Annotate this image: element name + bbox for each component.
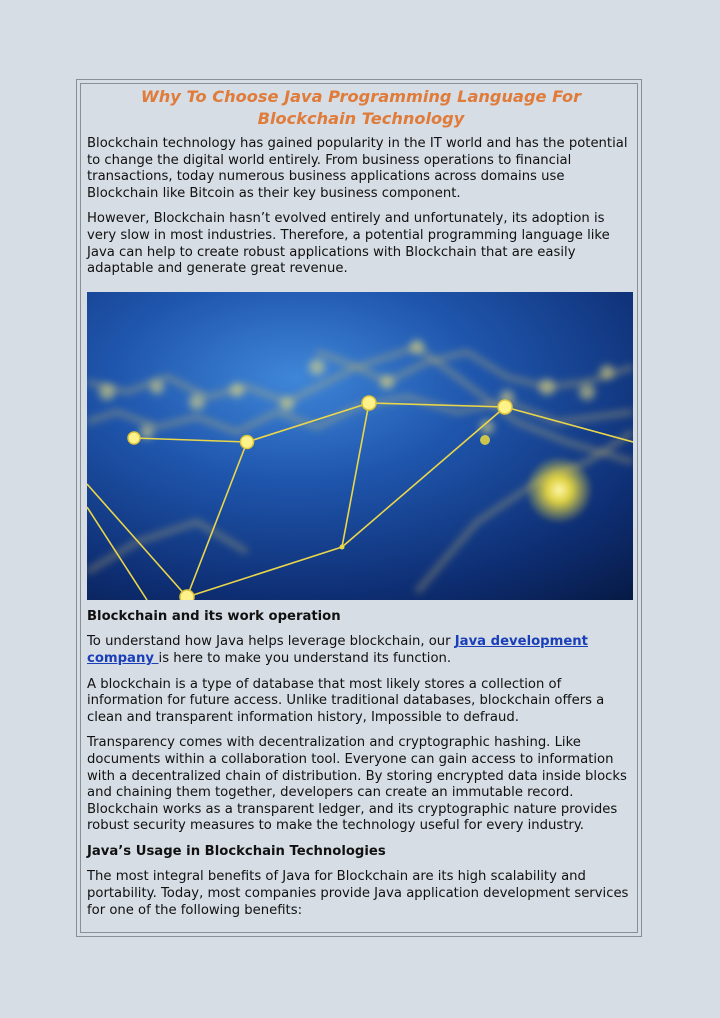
paragraph-java-company-after: is here to make you understand its function. xyxy=(158,650,452,666)
section-heading-blockchain-operation: Blockchain and its work operation xyxy=(87,608,341,624)
intro-paragraph-2: However, Blockchain hasn’t evolved entirely and unfortunately, its adoption is very slow in most industries. Therefore, a potential programming language like Java can help to create robust applications with Blockchain that are easily adaptable and generate great revenue. xyxy=(87,211,610,277)
blockchain-network-image xyxy=(87,292,633,600)
paragraph-java-company-before: To understand how Java helps leverage blockchain, our xyxy=(87,634,455,650)
title-line-1: Why To Choose Java Programming Language For xyxy=(140,87,582,106)
title-line-2: Blockchain Technology xyxy=(257,108,465,128)
paragraph-java-company xyxy=(87,634,635,667)
paragraph-blockchain-definition: A blockchain is a type of database that most likely stores a collection of information for future access. Unlike traditional databases, blockchain offers a clean and transparent information history, Impossible to defraud. xyxy=(87,676,605,725)
paragraph-java-benefits: The most integral benefits of Java for Blockchain are its high scalability and portability. Today, most companies provide Java application development services for one of the following benefits: xyxy=(87,869,629,918)
paragraph-transparency: Transparency comes with decentralization and cryptographic hashing. Like documents within a collaboration tool. Everyone can gain access to information with a decentralized chain of distribution. By storing encrypted data inside blocks and chaining them together, developers can create an immutable record. Blockchain works as a transparent ledger, and its cryptographic nature provides robust security measures to make the technology useful for every industry. xyxy=(87,735,627,834)
java-development-company-link[interactable]: Java development company xyxy=(87,634,588,666)
intro-paragraph-1: Blockchain technology has gained popularity in the IT world and has the potential to change the digital world entirely. From business operations to financial transactions, today numerous business applications across domains use Blockchain like Bitcoin as their key business component. xyxy=(87,136,628,201)
section-heading-java-usage: Java’s Usage in Blockchain Technologies xyxy=(87,843,386,859)
document-title xyxy=(87,86,635,129)
document-content xyxy=(87,86,635,928)
